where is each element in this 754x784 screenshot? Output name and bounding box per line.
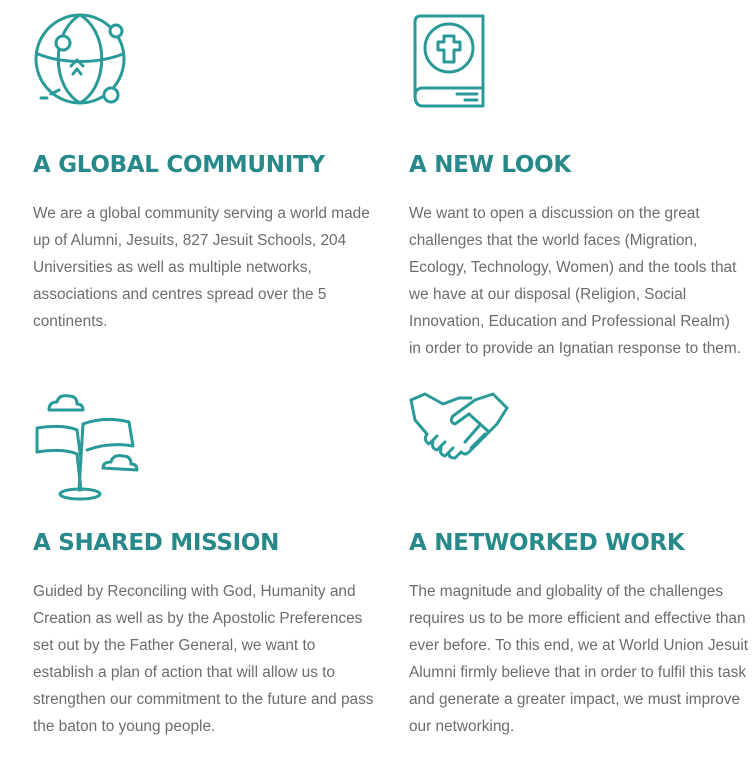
card-title: A SHARED MISSION	[33, 530, 280, 556]
globe-network-icon	[33, 12, 133, 108]
card-title: A GLOBAL COMMUNITY	[33, 152, 325, 178]
handshake-icon	[409, 390, 509, 460]
card-description: The magnitude and globality of the challenges requires us to be more efficient and effective than ever before. To this end, we at World Union Jesuit Alumni firmly believe that in order to fulfil this task and generate a greater impact, we must improve our networking.	[409, 583, 749, 735]
card-title: A NETWORKED WORK	[409, 530, 685, 556]
bible-book-icon	[409, 12, 491, 110]
card-description: We are a global community serving a world made up of Alumni, Jesuits, 827 Jesuit Schools, 204 Universities as well as multiple networks, associations and centres spread over the 5 continents.	[33, 205, 370, 330]
card-description: We want to open a discussion on the great challenges that the world faces (Migration, Ecology, Technology, Women) and the tools that we have at our disposal (Religion, Social Innovation, Education and Professional Realm) in order to provide an Ignatian response to them.	[409, 205, 741, 357]
flags-clouds-icon	[33, 390, 143, 502]
card-description: Guided by Reconciling with God, Humanity and Creation as well as by the Apostolic Preferences set out by the Father General, we want to establish a plan of action that will allow us to strengthen our commitment to the future and pass the baton to young people.	[33, 583, 374, 735]
card-title: A NEW LOOK	[409, 152, 571, 178]
